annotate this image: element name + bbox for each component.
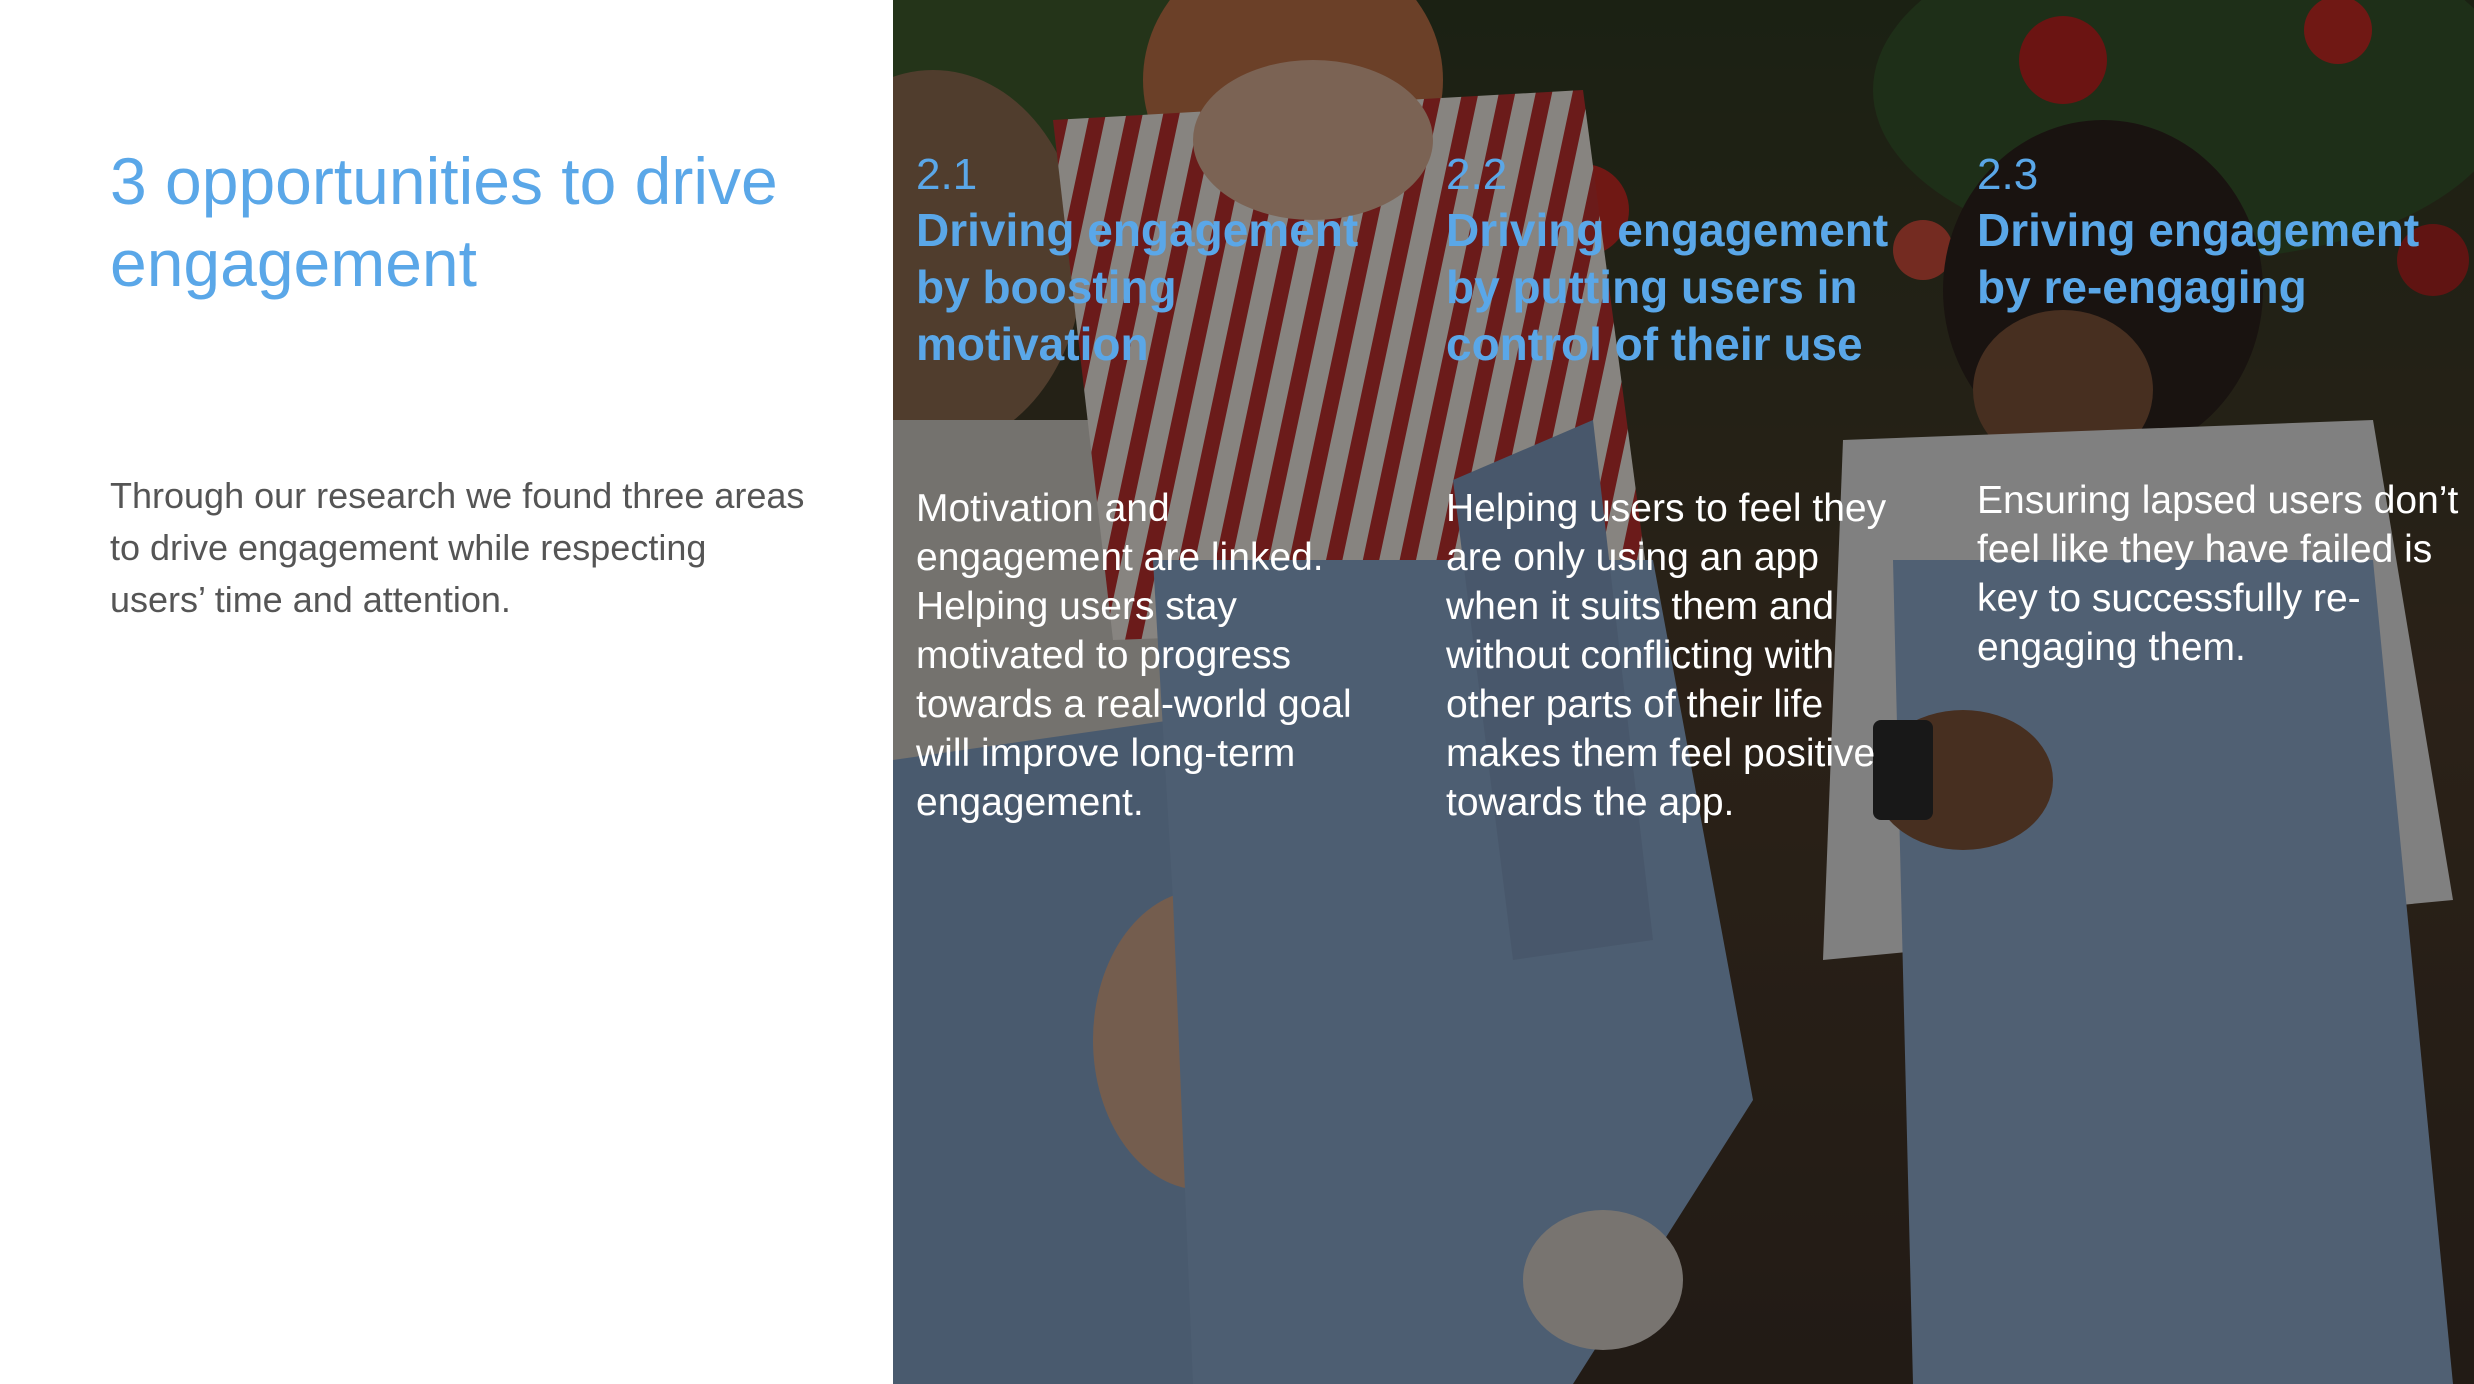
opportunity-heading: Driving engagement by re-engaging bbox=[1977, 204, 2420, 313]
opportunity-body: Helping users to feel they are only using an app when it suits them and without conflicting with other parts of their life makes them feel positive towards the app. bbox=[1446, 487, 1887, 824]
opportunity-2-2 bbox=[1446, 148, 1916, 824]
opportunity-body: Motivation and engagement are linked. Helping users stay motivated to progress towards a real-world goal will improve long-term engagement. bbox=[916, 487, 1352, 824]
opportunity-body: Ensuring lapsed users don’t feel like they have failed is key to successfully re-engaging them. bbox=[1977, 479, 2459, 669]
opportunity-heading: Driving engagement by putting users in control of their use bbox=[1446, 204, 1889, 370]
opportunity-2-3 bbox=[1977, 148, 2467, 669]
opportunity-2-1 bbox=[916, 148, 1386, 824]
opportunity-heading: Driving engagement by boosting motivation bbox=[916, 204, 1359, 370]
intro-panel bbox=[0, 0, 893, 1384]
slide-intro-text: Through our research we found three areas to drive engagement while respecting users’ time and attention. bbox=[110, 475, 805, 620]
opportunity-number: 2.3 bbox=[1977, 150, 2039, 199]
opportunity-number: 2.1 bbox=[916, 150, 978, 199]
opportunity-number: 2.2 bbox=[1446, 150, 1508, 199]
slide-title: 3 opportunities to drive engagement bbox=[110, 144, 778, 300]
